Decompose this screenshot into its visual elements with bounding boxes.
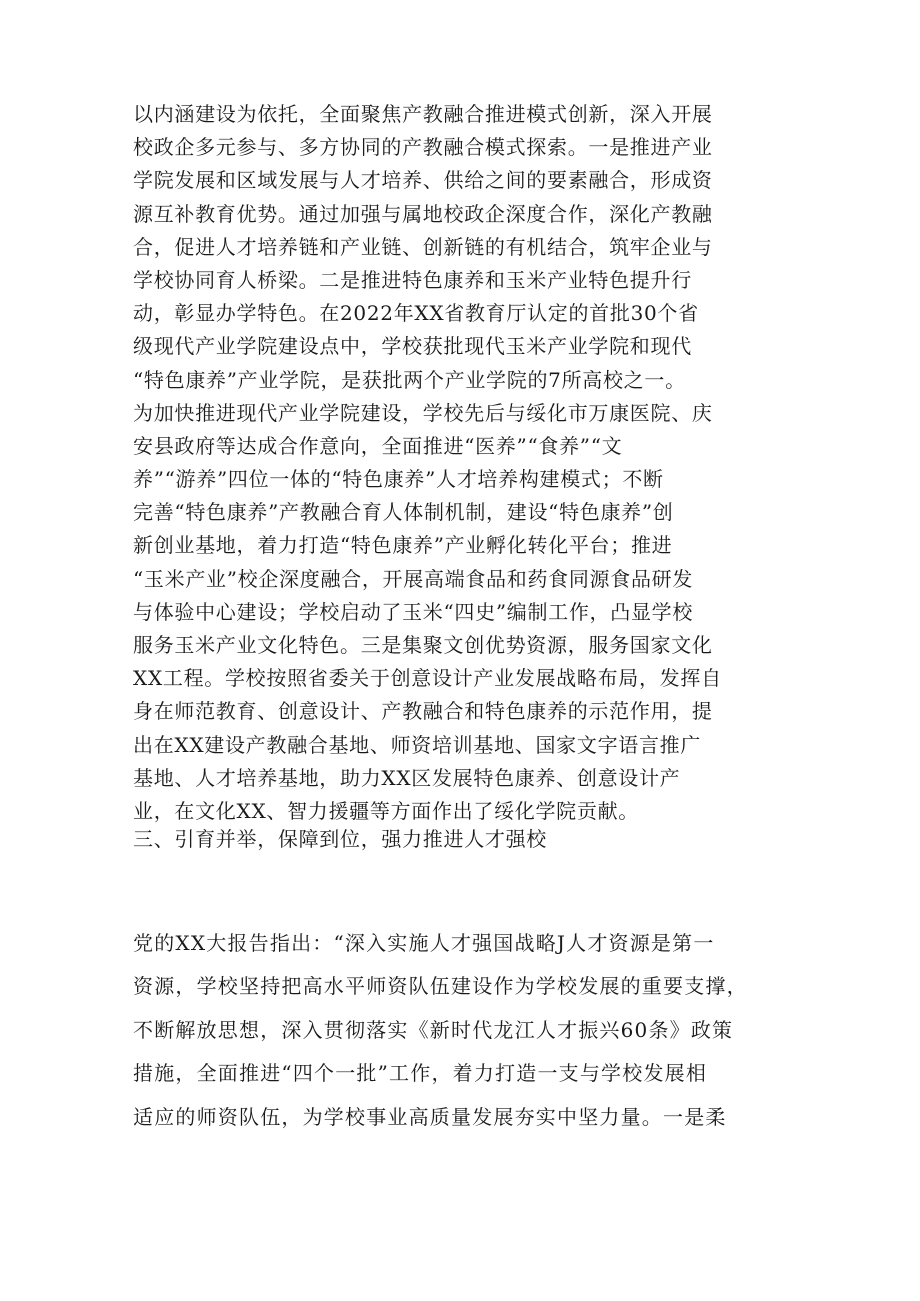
text-line: 基地、人才培养基地，助力XX区发展特色康养、创意设计产 xyxy=(133,765,681,790)
text-line: “玉米产业”校企深度融合，开展高端食品和药食同源食品研发 xyxy=(133,566,694,591)
text-line: 合，促进人才培养链和产业链、创新链的有机结合，筑牢企业与 xyxy=(133,234,713,259)
text-line: 完善“特色康养”产教融合育人体制机制，建设“特色康养”创 xyxy=(133,500,674,525)
body-paragraph-2 xyxy=(133,922,805,1139)
text-line: 源互补教育优势。通过加强与属地校政企深度合作，深化产教融 xyxy=(133,201,713,226)
text-line: 级现代产业学院建设点中，学校获批现代玉米产业学院和现代 xyxy=(133,334,692,359)
text-line: 适应的师资队伍，为学校事业高质量发展夯实中坚力量。一是柔 xyxy=(133,1104,727,1129)
text-line: 动，彰显办学特色。在2022年XX省教育厅认定的首批30个省 xyxy=(133,301,699,326)
text-line: 业，在文化XX、智力援疆等方面作出了绥化学院贡献。 xyxy=(133,798,639,823)
text-line: 学院发展和区域发展与人才培养、供给之间的要素融合，形成资 xyxy=(133,168,713,193)
text-line: 身在师范教育、创意设计、产教融合和特色康养的示范作用，提 xyxy=(133,699,713,724)
text-line: 以内涵建设为依托，全面聚焦产教融合推进模式创新，深入开展 xyxy=(133,102,713,126)
text-line: 校政企多元参与、多方协同的产教融合模式探索。一是推进产业 xyxy=(133,135,713,160)
text-line: 与体验中心建设；学校启动了玉米“四史”编制工作，凸显学校 xyxy=(133,599,694,624)
text-line: 学校协同育人桥梁。二是推进特色康养和玉米产业特色提升行 xyxy=(133,267,692,292)
text-line: 资源，学校坚持把高水平师资队伍建设作为学校发展的重要支撑， xyxy=(133,974,748,999)
text-line: 安县政府等达成合作意向，全面推进“医养”“食养”“文 xyxy=(133,433,623,458)
text-line: 不断解放思想，深入贯彻落实《新时代龙江人才振兴60条》政策 xyxy=(133,1017,734,1042)
text-line: 措施，全面推进“四个一批”工作，着力打造一支与学校发展相 xyxy=(133,1061,708,1086)
text-line: 服务玉米产业文化特色。三是集聚文创优势资源，服务国家文化 xyxy=(133,633,713,657)
text-line: 为加快推进现代产业学院建设，学校先后与绥化市万康医院、庆 xyxy=(133,400,713,425)
text-line: 党的XX大报告指出：“深入实施人才强国战略J人才资源是第一 xyxy=(133,931,715,955)
text-line: XX工程。学校按照省委关于创意设计产业发展战略布局，发挥自 xyxy=(133,666,722,691)
section-heading: 三、引育并举，保障到位，强力推进人才强校 xyxy=(133,827,547,851)
body-paragraph-1 xyxy=(133,98,793,828)
text-line: 出在XX建设产教融合基地、师资培训基地、国家文字语言推广 xyxy=(133,732,702,757)
text-line: 养”“游养”四位一体的“特色康养”人才培养构建模式；不断 xyxy=(133,467,664,492)
text-line: “特色康养”产业学院，是获批两个产业学院的7所高校之一。 xyxy=(133,367,686,392)
text-line: 新创业基地，着力打造“特色康养”产业孵化转化平台；推进 xyxy=(133,533,673,558)
